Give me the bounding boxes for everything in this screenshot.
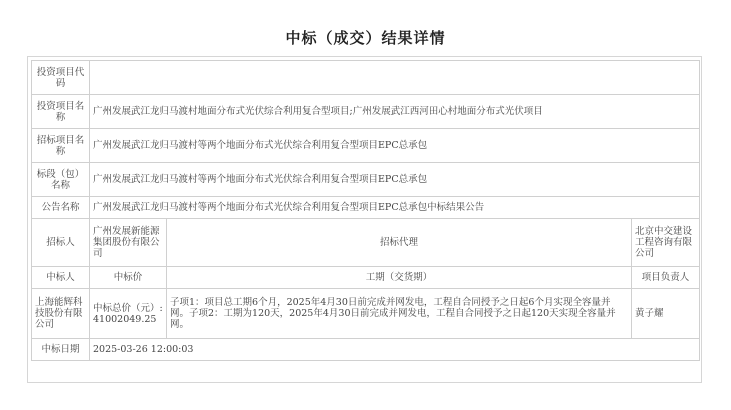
table-row xyxy=(32,289,700,339)
tender-project-name-label: 招标项目名称 xyxy=(32,129,90,163)
table-row xyxy=(32,197,700,219)
investment-project-name-label: 投资项目名称 xyxy=(32,95,90,129)
project-code-value xyxy=(90,61,700,95)
project-manager: 黄子耀 xyxy=(632,289,700,339)
price-label: 中标总价（元）: xyxy=(93,302,163,314)
price-value: 41002049.25 xyxy=(93,313,157,325)
tenderer-name: 广州发展新能源集团股份有限公司 xyxy=(90,219,167,267)
winner-period: 子项1：项目总工期6个月，2025年4月30日前完成并网发电，工程自合同授予之日起6个月实现全容量并网。子项2：工期为120天，2025年4月30日前完成并网发电，工程自合同授予之日起120天实现全容量并网。 xyxy=(167,289,632,339)
table-row xyxy=(32,163,700,197)
table-row xyxy=(32,61,700,95)
tender-project-name-value: 广州发展武江龙归马渡村等两个地面分布式光伏综合利用复合型项目EPC总承包 xyxy=(90,129,700,163)
section-name-label: 标段（包）名称 xyxy=(32,163,90,197)
announcement-name-label: 公告名称 xyxy=(32,197,90,219)
winner-name: 上海能辉科技股份有限公司 xyxy=(32,289,90,339)
page-title: 中标（成交）结果详情 xyxy=(285,29,446,47)
period-header: 工期（交货期） xyxy=(167,267,632,289)
result-table xyxy=(31,60,700,361)
manager-header: 项目负责人 xyxy=(632,267,700,289)
winner-header: 中标人 xyxy=(32,267,90,289)
winner-price xyxy=(90,289,167,339)
award-date-label: 中标日期 xyxy=(32,339,90,361)
project-code-label: 投资项目代码 xyxy=(32,61,90,95)
table-row xyxy=(32,339,700,361)
tenderer-label: 招标人 xyxy=(32,219,90,267)
section-name-value: 广州发展武江龙归马渡村等两个地面分布式光伏综合利用复合型项目EPC总承包 xyxy=(90,163,700,197)
table-row xyxy=(32,219,700,267)
announcement-name-value: 广州发展武江龙归马渡村等两个地面分布式光伏综合利用复合型项目EPC总承包中标结果公告 xyxy=(90,197,700,219)
tender-agent-name: 北京中交建设工程咨询有限公司 xyxy=(632,219,700,267)
table-row xyxy=(32,129,700,163)
table-row xyxy=(32,95,700,129)
price-header: 中标价 xyxy=(90,267,167,289)
award-date-value: 2025-03-26 12:00:03 xyxy=(90,339,700,361)
tender-agent-label: 招标代理 xyxy=(167,219,632,267)
table-row xyxy=(32,267,700,289)
investment-project-name-value: 广州发展武江龙归马渡村地面分布式光伏综合利用复合型项目;广州发展武江西河田心村地面分布式光伏项目 xyxy=(90,95,700,129)
